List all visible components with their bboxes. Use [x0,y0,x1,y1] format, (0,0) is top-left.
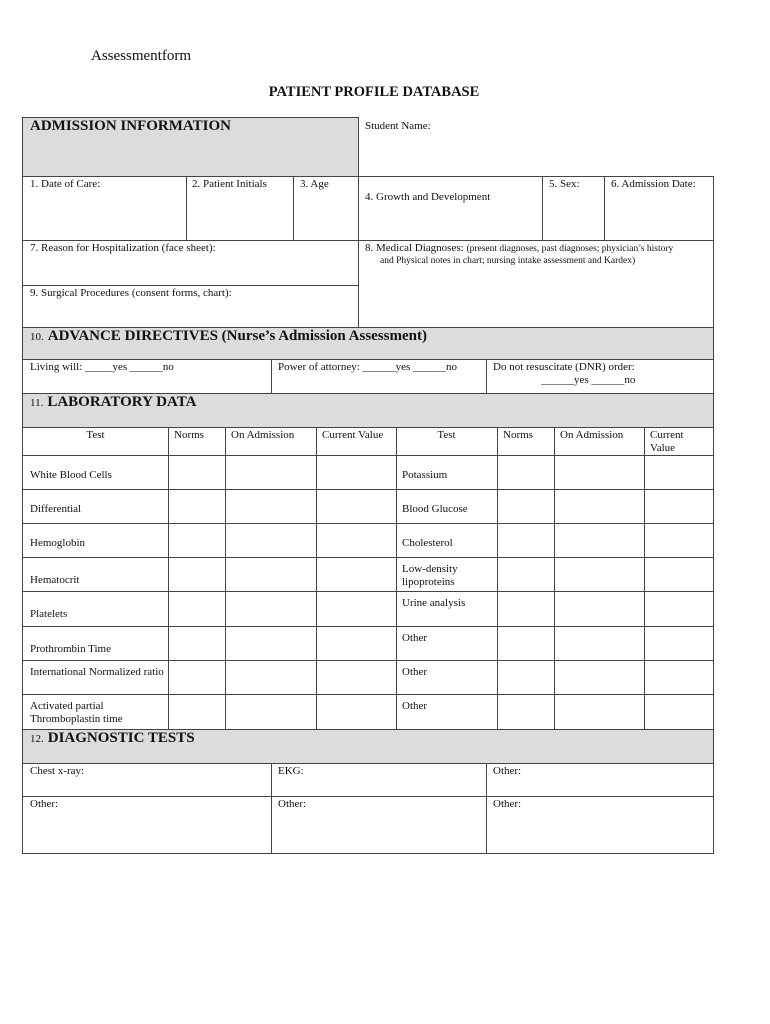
medical-diagnoses-note: (present diagnoses, past diagnoses; physician’s history [466,244,674,254]
grid-line [168,427,169,729]
lab-header-right-on-admission: On Admission [560,429,624,441]
dnr-options[interactable]: ______yes ______no [541,374,636,386]
advance-number: 10. [30,331,44,343]
lab-test-right: Other [402,700,428,712]
grid-line [554,427,555,729]
grid-line [486,763,487,853]
page-title: PATIENT PROFILE DATABASE [268,84,480,100]
grid-line [497,427,498,729]
lab-header-right-norms: Norms [503,429,533,441]
grid-line [316,427,317,729]
grid-line [22,327,714,328]
grid-line [22,660,714,661]
lab-header-left-current-value: Current Value [322,429,384,441]
grid-line [22,489,714,490]
lab-test-right: Cholesterol [402,537,453,549]
grid-line [486,359,487,393]
grid-line [713,176,714,854]
diagnostic-other-4[interactable]: Other: [493,798,522,810]
grid-line [22,729,714,730]
advance-title-text: ADVANCE DIRECTIVES (Nurse’s Admission Assessment) [47,328,427,344]
grid-line [22,393,714,394]
medical-diagnoses-note-2: and Physical notes in chart; nursing intake assessment and Kardex) [380,256,636,266]
patient-initials-field[interactable]: 2. Patient Initials [192,178,267,190]
grid-line [358,117,359,176]
power-of-attorney-field[interactable]: Power of attorney: ______yes ______no [278,361,458,373]
grid-line [22,557,714,558]
lab-test-left: White Blood Cells [30,469,112,481]
grid-line [22,455,714,456]
grid-line [22,176,714,177]
grid-line [22,626,714,627]
date-of-care-field[interactable]: 1. Date of Care: [30,178,101,190]
advance-title [30,330,427,344]
diagnostic-other-3[interactable]: Other: [278,798,307,810]
diagnostic-title [30,732,195,746]
growth-development-field[interactable]: 4. Growth and Development [365,191,491,203]
lab-test-left: International Normalized ratio [30,666,164,678]
student-name-field[interactable]: Student Name: [365,120,431,132]
lab-number: 11. [30,397,44,409]
ekg-field[interactable]: EKG: [278,765,304,777]
grid-line [22,117,358,118]
lab-test-right: Potassium [402,469,448,481]
admission-title: ADMISSION INFORMATION [30,118,231,134]
living-will-field[interactable]: Living will: _____yes ______no [30,361,174,373]
diagnostic-number: 12. [30,733,44,745]
lab-header-right-test: Test [437,429,456,441]
grid-line [22,763,714,764]
age-field[interactable]: 3. Age [300,178,329,190]
lab-test-left: Activated partial Thromboplastin time [30,700,123,725]
lab-title-text: LABORATORY DATA [47,394,197,410]
grid-line [22,694,714,695]
lab-test-left: Hematocrit [30,574,80,586]
surgical-procedures-field[interactable]: 9. Surgical Procedures (consent forms, chart): [30,287,232,299]
medical-diagnoses-label: 8. Medical Diagnoses: [365,242,464,254]
grid-line [225,427,226,729]
grid-line [22,796,714,797]
grid-line [271,763,272,853]
lab-test-right: Blood Glucose [402,503,468,515]
sex-field[interactable]: 5. Sex: [549,178,580,190]
reason-hospitalization-field[interactable]: 7. Reason for Hospitalization (face sheet): [30,242,216,254]
admission-date-field[interactable]: 6. Admission Date: [611,178,696,190]
lab-test-right: Other [402,666,428,678]
grid-line [22,117,23,854]
grid-line [22,853,714,854]
grid-line [186,176,187,240]
chest-xray-field[interactable]: Chest x-ray: [30,765,85,777]
grid-line [22,591,714,592]
lab-test-right: Other [402,632,428,644]
medical-diagnoses-field[interactable] [365,242,710,256]
dnr-field[interactable]: Do not resuscitate (DNR) order: [493,361,635,373]
lab-test-left: Prothrombin Time [30,643,111,655]
grid-line [22,359,714,360]
grid-line [271,359,272,393]
grid-line [22,285,358,286]
grid-line [22,240,714,241]
diagnostic-title-text: DIAGNOSTIC TESTS [47,730,195,746]
grid-line [22,427,714,428]
lab-test-right: Low-density lipoproteins [402,563,458,588]
lab-header-left-test: Test [86,429,105,441]
document-label: Assessmentform [91,48,191,64]
grid-line [644,427,645,729]
lab-test-left: Differential [30,503,82,515]
lab-test-right: Urine analysis [402,597,466,609]
diagnostic-other-1[interactable]: Other: [493,765,522,777]
lab-test-left: Hemoglobin [30,537,85,549]
grid-line [22,523,714,524]
lab-header-left-on-admission: On Admission [231,429,295,441]
lab-header-right-current-value: Current Value [650,429,684,454]
lab-header-left-norms: Norms [174,429,204,441]
grid-line [542,176,543,240]
lab-test-left: Platelets [30,608,68,620]
grid-line [293,176,294,240]
grid-line [358,176,359,327]
grid-line [396,427,397,729]
lab-title [30,396,196,410]
grid-line [604,176,605,240]
diagnostic-other-2[interactable]: Other: [30,798,59,810]
